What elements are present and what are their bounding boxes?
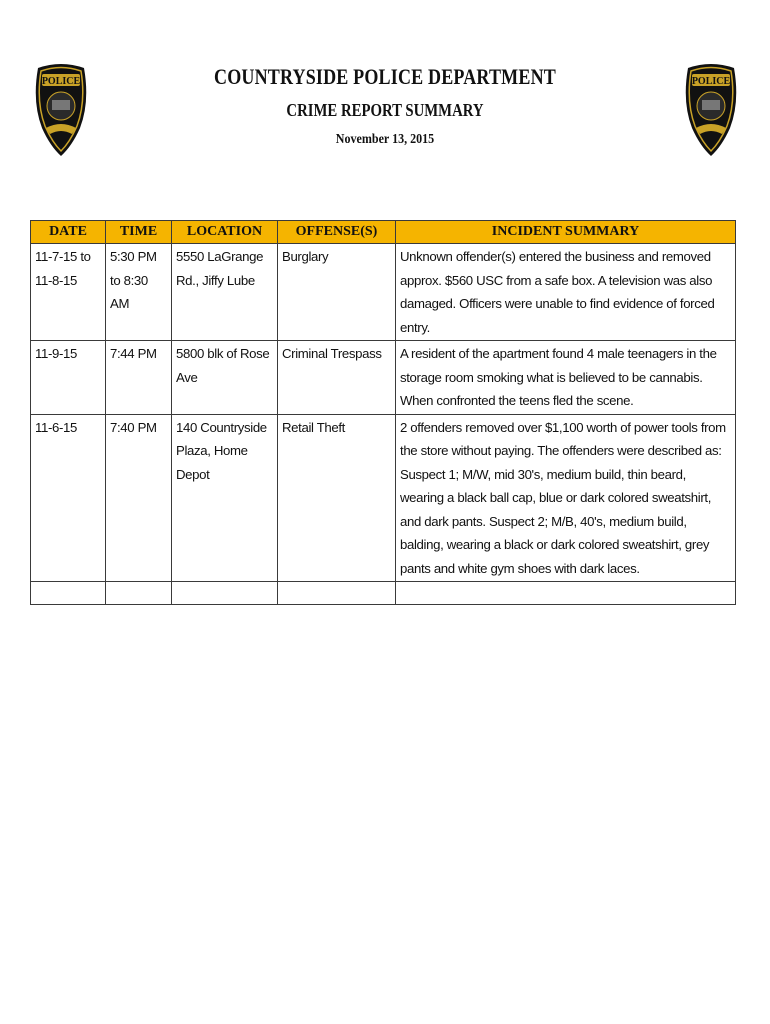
cell-time: 7:40 PM — [106, 414, 172, 582]
empty-cell — [31, 582, 106, 605]
empty-table-row — [31, 582, 736, 605]
column-header-time: TIME — [106, 221, 172, 244]
column-header-offense: OFFENSE(S) — [278, 221, 396, 244]
cell-summary: 2 offenders removed over $1,100 worth of power tools from the store without paying. The offenders were described as: Suspect 1; M/W, mid 30's, medium build, thin beard, wearing a black ball cap, blue or dark colored sweatshirt, and dark pants. Suspect 2; M/B, 40's, medium build, balding, wearing a black or dark colored sweatshirt, grey pants and white gym shoes with dark laces. — [396, 414, 736, 582]
empty-cell — [172, 582, 278, 605]
department-title: COUNTRYSIDE POLICE DEPARTMENT — [214, 64, 556, 89]
report-title: CRIME REPORT SUMMARY — [286, 100, 484, 120]
empty-cell — [106, 582, 172, 605]
cell-location: 5800 blk of Rose Ave — [172, 341, 278, 415]
cell-location: 140 Countryside Plaza, Home Depot — [172, 414, 278, 582]
crime-report-table — [30, 220, 736, 605]
cell-summary: A resident of the apartment found 4 male teenagers in the storage room smoking what is believed to be cannabis. When confronted the teens fled the scene. — [396, 341, 736, 415]
table-row — [31, 414, 736, 582]
empty-cell — [396, 582, 736, 605]
empty-cell — [278, 582, 396, 605]
cell-offense: Retail Theft — [278, 414, 396, 582]
column-header-location: LOCATION — [172, 221, 278, 244]
cell-date: 11-6-15 — [31, 414, 106, 582]
cell-location: 5550 LaGrange Rd., Jiffy Lube — [172, 244, 278, 341]
cell-offense: Criminal Trespass — [278, 341, 396, 415]
badge-label-right: POLICE — [691, 76, 731, 87]
report-header — [0, 64, 770, 148]
cell-offense: Burglary — [278, 244, 396, 341]
cell-date: 11-7-15 to 11-8-15 — [31, 244, 106, 341]
cell-time: 5:30 PM to 8:30 AM — [106, 244, 172, 341]
report-date: November 13, 2015 — [335, 132, 435, 147]
table-header-row — [31, 221, 736, 244]
table-row — [31, 341, 736, 415]
badge-label-left: POLICE — [41, 76, 81, 87]
column-header-summary: INCIDENT SUMMARY — [396, 221, 736, 244]
column-header-date: DATE — [31, 221, 106, 244]
cell-summary: Unknown offender(s) entered the business and removed approx. $560 USC from a safe box. A television was also damaged. Officers were unable to find evidence of forced entry. — [396, 244, 736, 341]
table-row — [31, 244, 736, 341]
cell-time: 7:44 PM — [106, 341, 172, 415]
cell-date: 11-9-15 — [31, 341, 106, 415]
